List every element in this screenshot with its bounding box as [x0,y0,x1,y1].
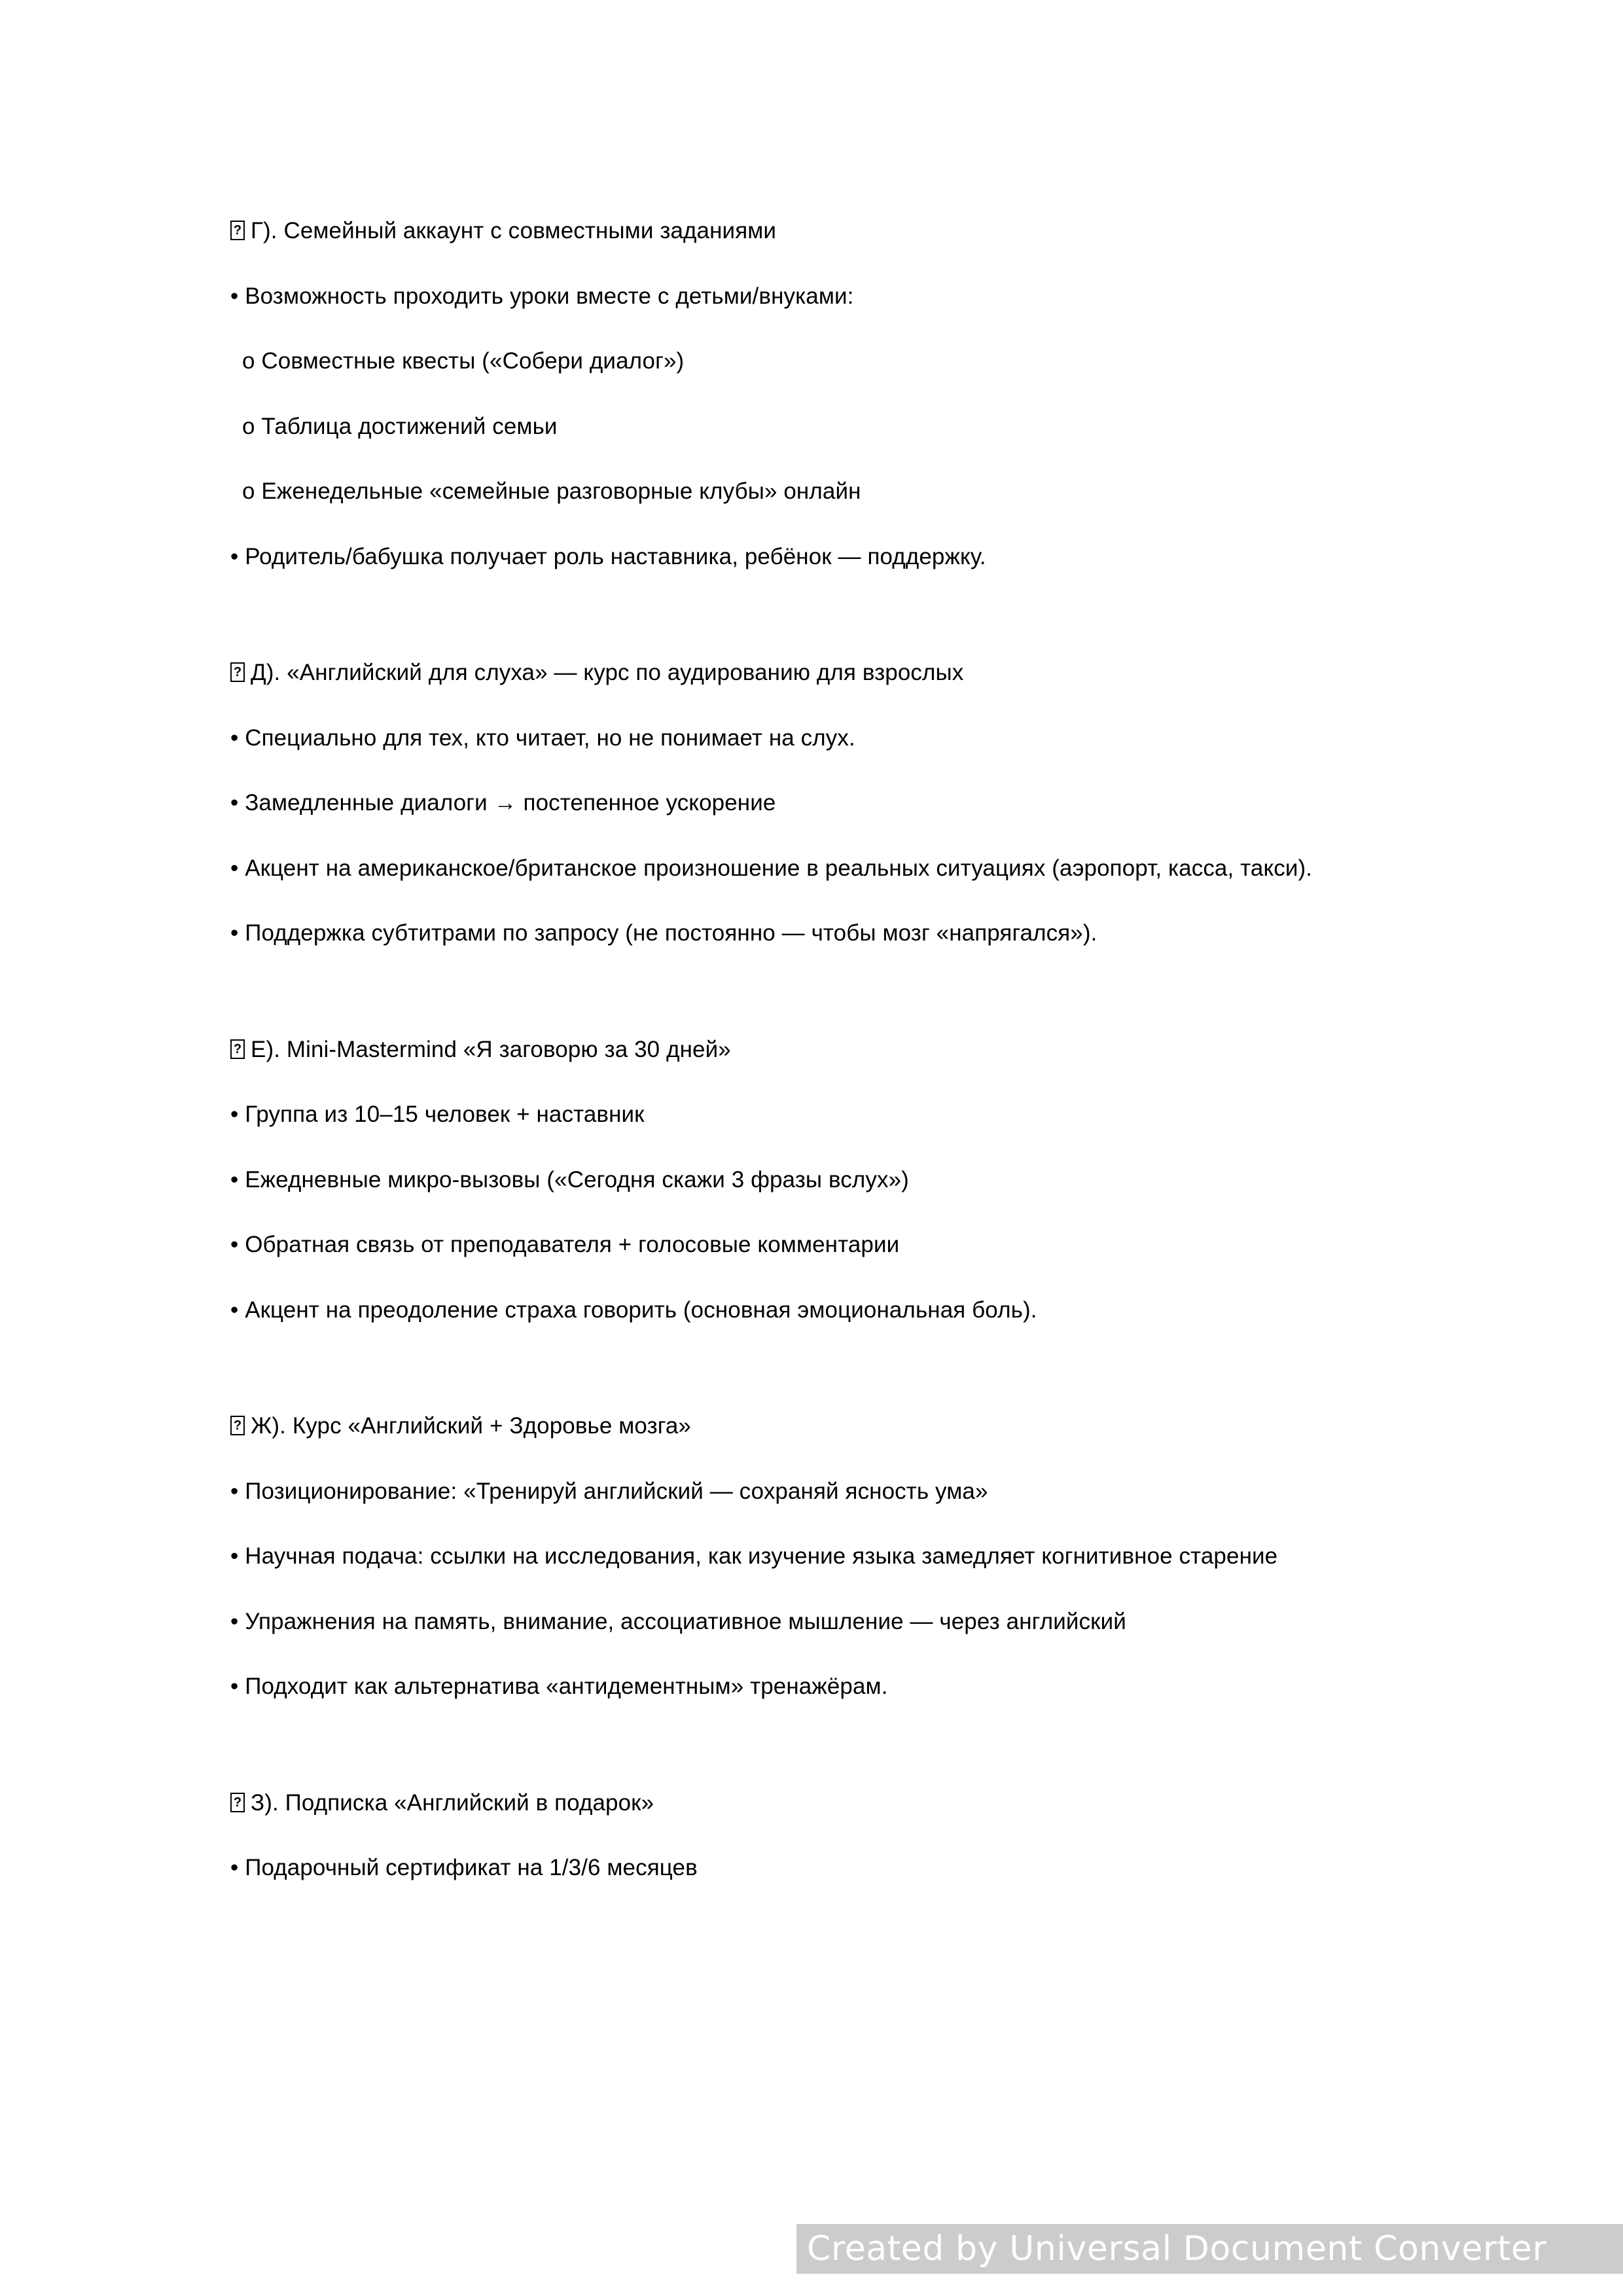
bullet-text: Родитель/бабушка получает роль наставника, ребёнок — поддержку. [245,543,986,569]
missing-glyph-icon [230,1416,245,1435]
section-heading [230,658,1408,688]
bullet-marker: • [230,1478,239,1504]
bullet-item [230,542,1408,572]
section-heading [230,1788,1408,1818]
bullet-text: Возможность проходить уроки вместе с детьми/внуками: [245,283,854,309]
missing-glyph-icon [230,1039,245,1059]
watermark-text: Created by Universal Document Converter [807,2229,1547,2269]
bullet-item [230,788,1408,818]
bullet-text: Научная подача: ссылки на исследования, как изучение языка замедляет когнитивное старение [245,1543,1278,1569]
bullet-item [230,1541,1408,1571]
bullet-marker: • [230,543,239,569]
sub-bullet-marker: o [242,413,255,439]
missing-glyph-icon [230,221,245,240]
section-heading-text: З). Подписка «Английский в подарок» [251,1789,654,1816]
bullet-text: Акцент на американское/британское произношение в реальных ситуациях (аэропорт, касса, такси). [245,855,1313,881]
bullet-text: Обратная связь от преподавателя + голосовые комментарии [245,1232,900,1257]
bullet-item [230,918,1408,948]
bullet-marker: • [230,283,239,309]
bullet-item [230,1672,1408,1702]
bullet-marker: • [230,1102,239,1127]
bullet-marker: • [230,1232,239,1257]
bullet-text: Специально для тех, кто читает, но не понимает на слух. [245,725,855,751]
bullet-item [230,1295,1408,1325]
bullet-text: Замедленные диалоги → постепенное ускорение [245,790,776,816]
watermark-banner [796,2224,1623,2274]
bullet-text: Позиционирование: «Тренируй английский — сохраняй ясность ума» [245,1478,988,1504]
section-heading [230,1411,1408,1441]
section-heading-text: Ж). Курс «Английский + Здоровье мозга» [251,1413,691,1439]
bullet-marker: • [230,920,239,946]
bullet-item [230,1853,1408,1883]
section-heading-text: Д). «Английский для слуха» — курс по аудированию для взрослых [251,660,964,685]
bullet-item [230,1607,1408,1637]
bullet-text: Ежедневные микро-вызовы («Сегодня скажи 3 фразы вслух») [245,1166,909,1193]
bullet-marker: • [230,725,239,751]
section-spacer [230,984,1408,1035]
sub-bullet-item [230,476,1408,507]
section-spacer [230,607,1408,658]
sub-bullet-marker: o [242,478,255,504]
section-heading [230,1035,1408,1065]
sub-bullet-marker: o [242,348,255,374]
bullet-marker: • [230,1297,239,1323]
bullet-marker: • [230,790,239,816]
section-heading [230,216,1408,246]
bullet-marker: • [230,1166,239,1193]
bullet-text: Упражнения на память, внимание, ассоциативное мышление — через английский [245,1608,1126,1634]
bullet-text: Группа из 10–15 человек + наставник [245,1102,645,1127]
bullet-item [230,723,1408,753]
sub-bullet-item [230,346,1408,376]
bullet-marker: • [230,1674,239,1699]
bullet-item [230,1230,1408,1260]
bullet-marker: • [230,1543,239,1569]
section-spacer [230,1360,1408,1411]
bullet-text: Совместные квесты («Собери диалог») [261,348,685,374]
bullet-text: Еженедельные «семейные разговорные клубы» онлайн [261,478,861,504]
missing-glyph-icon [230,1793,245,1812]
bullet-text: Поддержка субтитрами по запросу (не постоянно — чтобы мозг «напрягался»). [245,920,1097,946]
bullet-item [230,1477,1408,1507]
missing-glyph-icon [230,662,245,682]
bullet-text: Таблица достижений семьи [261,413,558,439]
section-heading-text: Е). Mini-Mastermind «Я заговорю за 30 дней» [251,1036,731,1062]
bullet-text: Подходит как альтернатива «антидементным» тренажёрам. [245,1674,888,1699]
bullet-item [230,1100,1408,1130]
bullet-item [230,1165,1408,1195]
section-heading-text: Г). Семейный аккаунт с совместными заданиями [251,218,777,243]
bullet-item [230,853,1408,884]
document-body [230,216,1408,1918]
bullet-marker: • [230,855,239,881]
bullet-text: Акцент на преодоление страха говорить (основная эмоциональная боль). [245,1297,1037,1323]
section-spacer [230,1737,1408,1788]
bullet-text: Подарочный сертификат на 1/3/6 месяцев [245,1855,698,1880]
bullet-marker: • [230,1608,239,1634]
bullet-marker: • [230,1855,239,1880]
sub-bullet-item [230,412,1408,442]
bullet-item [230,281,1408,312]
